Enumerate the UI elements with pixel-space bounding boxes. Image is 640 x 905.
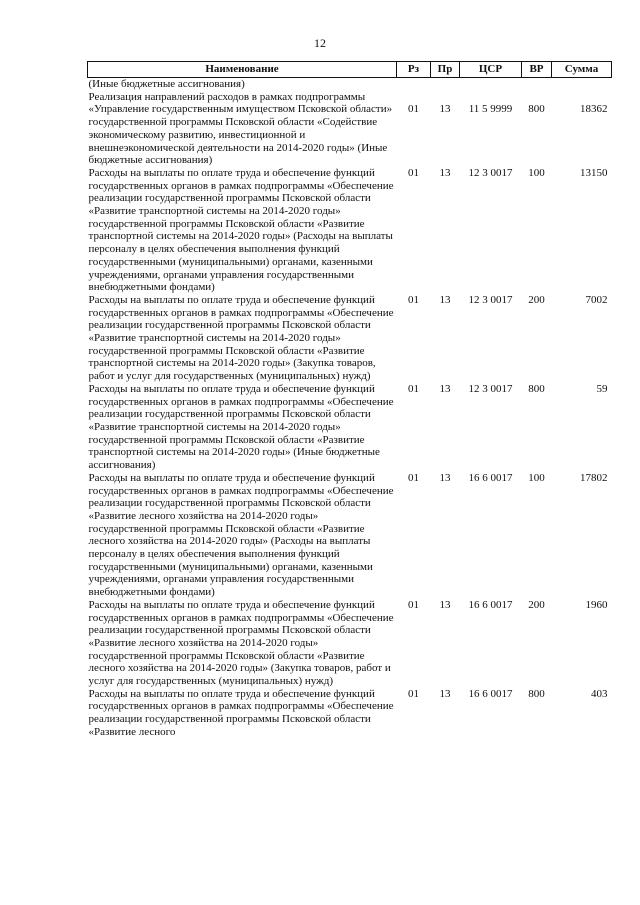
row-rz: 01 xyxy=(408,102,419,115)
column-header-vr: ВР xyxy=(522,62,552,78)
row-sum: 7002 xyxy=(585,293,608,306)
table-row xyxy=(88,91,612,167)
row-vr: 200 xyxy=(528,293,545,306)
row-pr: 13 xyxy=(439,382,451,395)
row-vr: 100 xyxy=(528,166,545,179)
row-pr: 13 xyxy=(439,102,451,115)
row-pr: 13 xyxy=(439,598,451,611)
column-header-name: Наименование xyxy=(88,62,397,78)
column-header-pr: Пр xyxy=(431,62,460,78)
row-pr: 13 xyxy=(439,687,451,700)
row-name: Расходы на выплаты по оплате труда и обеспечение функций государственных органов в рамках подпрограммы «Обеспечение реализации государственной программы Псковской области «Развитие лесного хозяйства на 2014-2020 годы» государственной программы Псковской области «Развитие лесного хозяйства на 2014-2020 годы» (Расходы на выплаты персоналу в целях обеспечения выполнения функций государственными (муниципальными) органами, казенными учреждениями, органами управления государственными внебюджетными фондами) xyxy=(88,471,394,599)
row-csr: 16 6 0017 xyxy=(468,598,513,611)
column-header-csr: ЦСР xyxy=(460,62,522,78)
table-row xyxy=(88,167,612,294)
row-csr: 12 3 0017 xyxy=(468,166,513,179)
row-name: Расходы на выплаты по оплате труда и обеспечение функций государственных органов в рамках подпрограммы «Обеспечение реализации государственной программы Псковской области «Развитие транспортной системы на 2014-2020 годы» государственной программы Псковской области «Развитие транспортной системы на 2014-2020 годы» (Иные бюджетные ассигнования) xyxy=(88,382,394,472)
continuation-row xyxy=(88,78,612,91)
row-vr: 800 xyxy=(528,102,545,115)
row-sum: 59 xyxy=(596,382,608,395)
row-rz: 01 xyxy=(408,166,419,179)
row-csr: 16 6 0017 xyxy=(468,471,513,484)
row-sum: 403 xyxy=(591,687,608,700)
row-pr: 13 xyxy=(439,293,451,306)
table-row xyxy=(88,472,612,599)
table-header-row xyxy=(88,62,612,78)
row-rz: 01 xyxy=(408,598,419,611)
row-csr: 11 5 9999 xyxy=(468,102,513,115)
row-vr: 800 xyxy=(528,382,545,395)
column-header-sum: Сумма xyxy=(552,62,612,78)
row-pr: 13 xyxy=(439,471,451,484)
row-rz: 01 xyxy=(408,293,419,306)
page-number: 12 xyxy=(314,36,326,50)
row-sum: 17802 xyxy=(580,471,608,484)
row-rz: 01 xyxy=(408,687,419,700)
row-rz: 01 xyxy=(408,471,419,484)
row-csr: 12 3 0017 xyxy=(468,382,513,395)
table-row xyxy=(88,688,612,739)
table-row xyxy=(88,383,612,472)
table-row xyxy=(88,294,612,383)
row-vr: 800 xyxy=(528,687,545,700)
row-name: Расходы на выплаты по оплате труда и обеспечение функций государственных органов в рамках подпрограммы «Обеспечение реализации государственной программы Псковской области «Развитие транспортной системы на 2014-2020 годы» государственной программы Псковской области «Развитие транспортной системы на 2014-2020 годы» (Расходы на выплаты персоналу в целях обеспечения выполнения функций государственными (муниципальными) органами, казенными учреждениями, органами управления государственными внебюджетными фондами) xyxy=(88,166,394,294)
row-vr: 200 xyxy=(528,598,545,611)
row-csr: 12 3 0017 xyxy=(468,293,513,306)
budget-table xyxy=(87,61,612,739)
row-name: Реализация направлений расходов в рамках подпрограммы «Управление государственным имуществом Псковской области» государственной программы Псковской области «Содействие экономическому развитию, инвестиционной и внешнеэкономической деятельности на 2014-2020 годы» (Иные бюджетные ассигнования) xyxy=(88,90,393,167)
table-row xyxy=(88,599,612,688)
row-sum: 13150 xyxy=(580,166,608,179)
row-csr: 16 6 0017 xyxy=(468,687,513,700)
row-name: Расходы на выплаты по оплате труда и обеспечение функций государственных органов в рамках подпрограммы «Обеспечение реализации государственной программы Псковской области «Развитие лесного xyxy=(88,687,394,738)
row-sum: 1960 xyxy=(585,598,608,611)
row-name: Расходы на выплаты по оплате труда и обеспечение функций государственных органов в рамках подпрограммы «Обеспечение реализации государственной программы Псковской области «Развитие транспортной системы на 2014-2020 годы» государственной программы Псковской области «Развитие транспортной системы на 2014-2020 годы» (Закупка товаров, работ и услуг для государственных (муниципальных) нужд) xyxy=(88,293,394,383)
row-rz: 01 xyxy=(408,382,419,395)
column-header-rz: Рз xyxy=(397,62,431,78)
row-sum: 18362 xyxy=(580,102,608,115)
row-pr: 13 xyxy=(439,166,451,179)
row-vr: 100 xyxy=(528,471,545,484)
row-name: Расходы на выплаты по оплате труда и обеспечение функций государственных органов в рамках подпрограммы «Обеспечение реализации государственной программы Псковской области «Развитие лесного хозяйства на 2014-2020 годы» государственной программы Псковской области «Развитие лесного хозяйства на 2014-2020 годы» (Закупка товаров, работ и услуг для государственных (муниципальных) нужд) xyxy=(88,598,394,688)
continuation-text: (Иные бюджетные ассигнования) xyxy=(88,78,245,90)
